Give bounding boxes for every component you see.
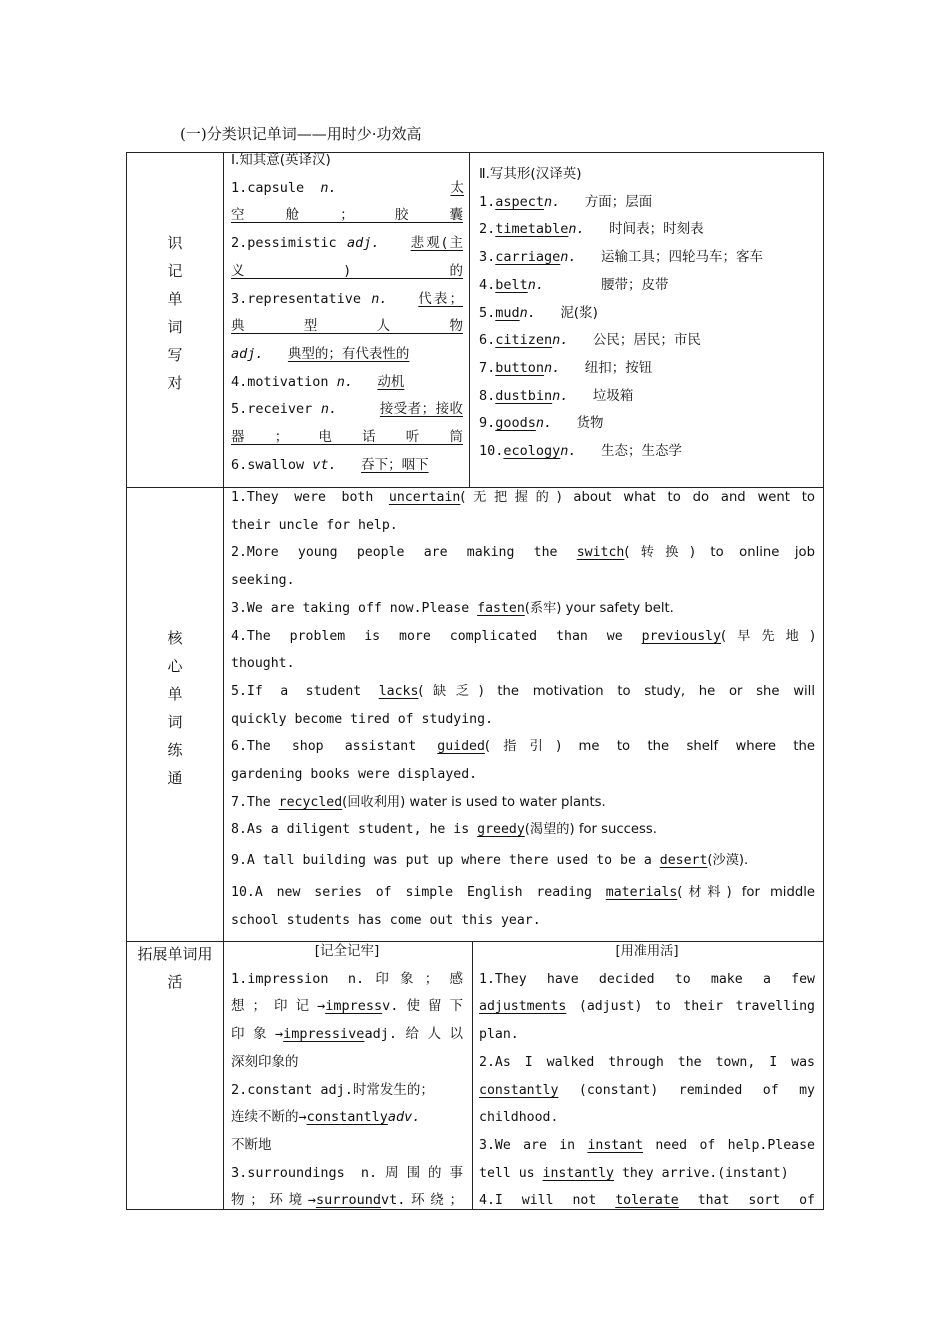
list-item: 1.aspectn. 方面；层面	[479, 193, 653, 210]
expand-line: constantly (constant) reminded of my	[479, 1082, 815, 1098]
expand-line: 印象→impressiveadj.给人以	[231, 1026, 463, 1043]
expand-line: childhood.	[479, 1110, 559, 1126]
expand-line: 1.impression n.印象；感	[231, 970, 463, 987]
list-item: 4.beltn. 腰带；皮带	[479, 276, 669, 293]
exercise-item: 8.As a diligent student, he is greedy(渴望的) for success.	[231, 822, 657, 838]
expand-line: 不断地	[231, 1136, 272, 1153]
list-item: 6.citizenn. 公民；居民；市民	[479, 332, 701, 349]
exercise-item: 4.The problem is more complicated than we previously(早先地) thought.	[231, 628, 815, 672]
list-item: 5.receiver n. 接受者；接收器；电话听筒	[231, 401, 463, 446]
core-practice-cell	[231, 484, 815, 934]
list-item: 3.carriagen. 运输工具；四轮马车；客车	[479, 249, 763, 266]
list-item: 6.swallow vt. 吞下；咽下	[231, 456, 429, 473]
exercise-item: 2.More young people are making the switch(转换) to online job seeking.	[231, 545, 815, 589]
list-item: 2.timetablen. 时间表；时刻表	[479, 221, 704, 238]
expand-right-header: [用准用活]	[615, 944, 679, 959]
expand-line: 2.constant adj.时常发生的；	[231, 1081, 434, 1098]
exercise-item: 9.A tall building was put up where there used to be a desert(沙漠).	[231, 853, 749, 869]
expand-line: adjustments (adjust) to their travelling	[479, 999, 815, 1015]
expand-line: 想；印记→impressv.使留下	[231, 998, 463, 1015]
list-item: 4.motivation n. 动机	[231, 373, 405, 390]
exercise-item: 10.A new series of simple English reading materials(材料) for middle school students has come out this year.	[231, 884, 815, 928]
list-item: 10.ecologyn. 生态；生态学	[479, 443, 682, 460]
expand-line: 物；环境→surroundvt.环绕；	[231, 1192, 463, 1209]
section-label-memorize: 识 记 单 词 写 对	[167, 234, 183, 392]
expand-right-cell	[479, 938, 815, 1215]
part2-title: Ⅱ.写其形(汉译英)	[479, 166, 582, 182]
part2-cell	[479, 161, 819, 466]
expand-line: 连续不断的→constantlyadv.	[231, 1109, 421, 1126]
expand-line: 2.As I walked through the town, I was	[479, 1054, 815, 1070]
list-item: 1.capsule n. 太空舱；胶囊	[231, 179, 464, 224]
list-item: 2.pessimistic adj. 悲观(主义)的	[231, 235, 463, 279]
expand-line: 深刻印象的	[231, 1053, 299, 1070]
expand-line: plan.	[479, 1027, 519, 1043]
expand-left-cell	[231, 938, 463, 1215]
list-item: 8.dustbinn. 垃圾箱	[479, 387, 634, 404]
exercise-item: 5.If a student lacks(缺乏) the motivation to study, he or she will quickly become tired of studying.	[231, 683, 816, 727]
part1-cell	[231, 147, 463, 479]
list-item: 3.representative n. 代表；典型人物	[231, 290, 463, 335]
list-item: 5.mudn. 泥(浆)	[479, 304, 598, 321]
list-item: 7.buttonn. 纽扣；按钮	[479, 359, 653, 376]
section-label-expand: 拓展单词用活	[137, 945, 213, 991]
list-item: adj. 典型的；有代表性的	[231, 345, 410, 362]
expand-left-header: [记全记牢]	[314, 943, 380, 959]
part1-title: Ⅰ.知其意(英译汉)	[231, 152, 331, 168]
expand-line: 3.surroundings n.周围的事	[231, 1164, 463, 1181]
page-bottom-margin	[0, 1210, 950, 1344]
expand-line: 4.I will not tolerate that sort of	[479, 1193, 815, 1209]
exercise-item: 7.The recycled(回收利用) water is used to water plants.	[231, 794, 606, 810]
expand-line: tell us instantly they arrive.(instant)	[479, 1165, 789, 1181]
section-label-core-practice: 核 心 单 词 练 通	[167, 629, 183, 787]
exercise-item: 6.The shop assistant guided(指引) me to the shelf where the gardening books were displayed.	[231, 739, 816, 783]
expand-line: 1.They have decided to make a few	[479, 971, 815, 987]
exercise-item: 3.We are taking off now.Please fasten(系牢) your safety belt.	[231, 600, 674, 616]
list-item: 9.goodsn. 货物	[479, 415, 604, 432]
expand-line: 3.We are in instant need of help.Please	[479, 1137, 815, 1153]
page-heading: (一)分类识记单词——用时少·功效高	[180, 125, 422, 143]
exercise-item: 1.They were both uncertain(无把握的) about what to do and went to their uncle for help.	[231, 490, 815, 533]
